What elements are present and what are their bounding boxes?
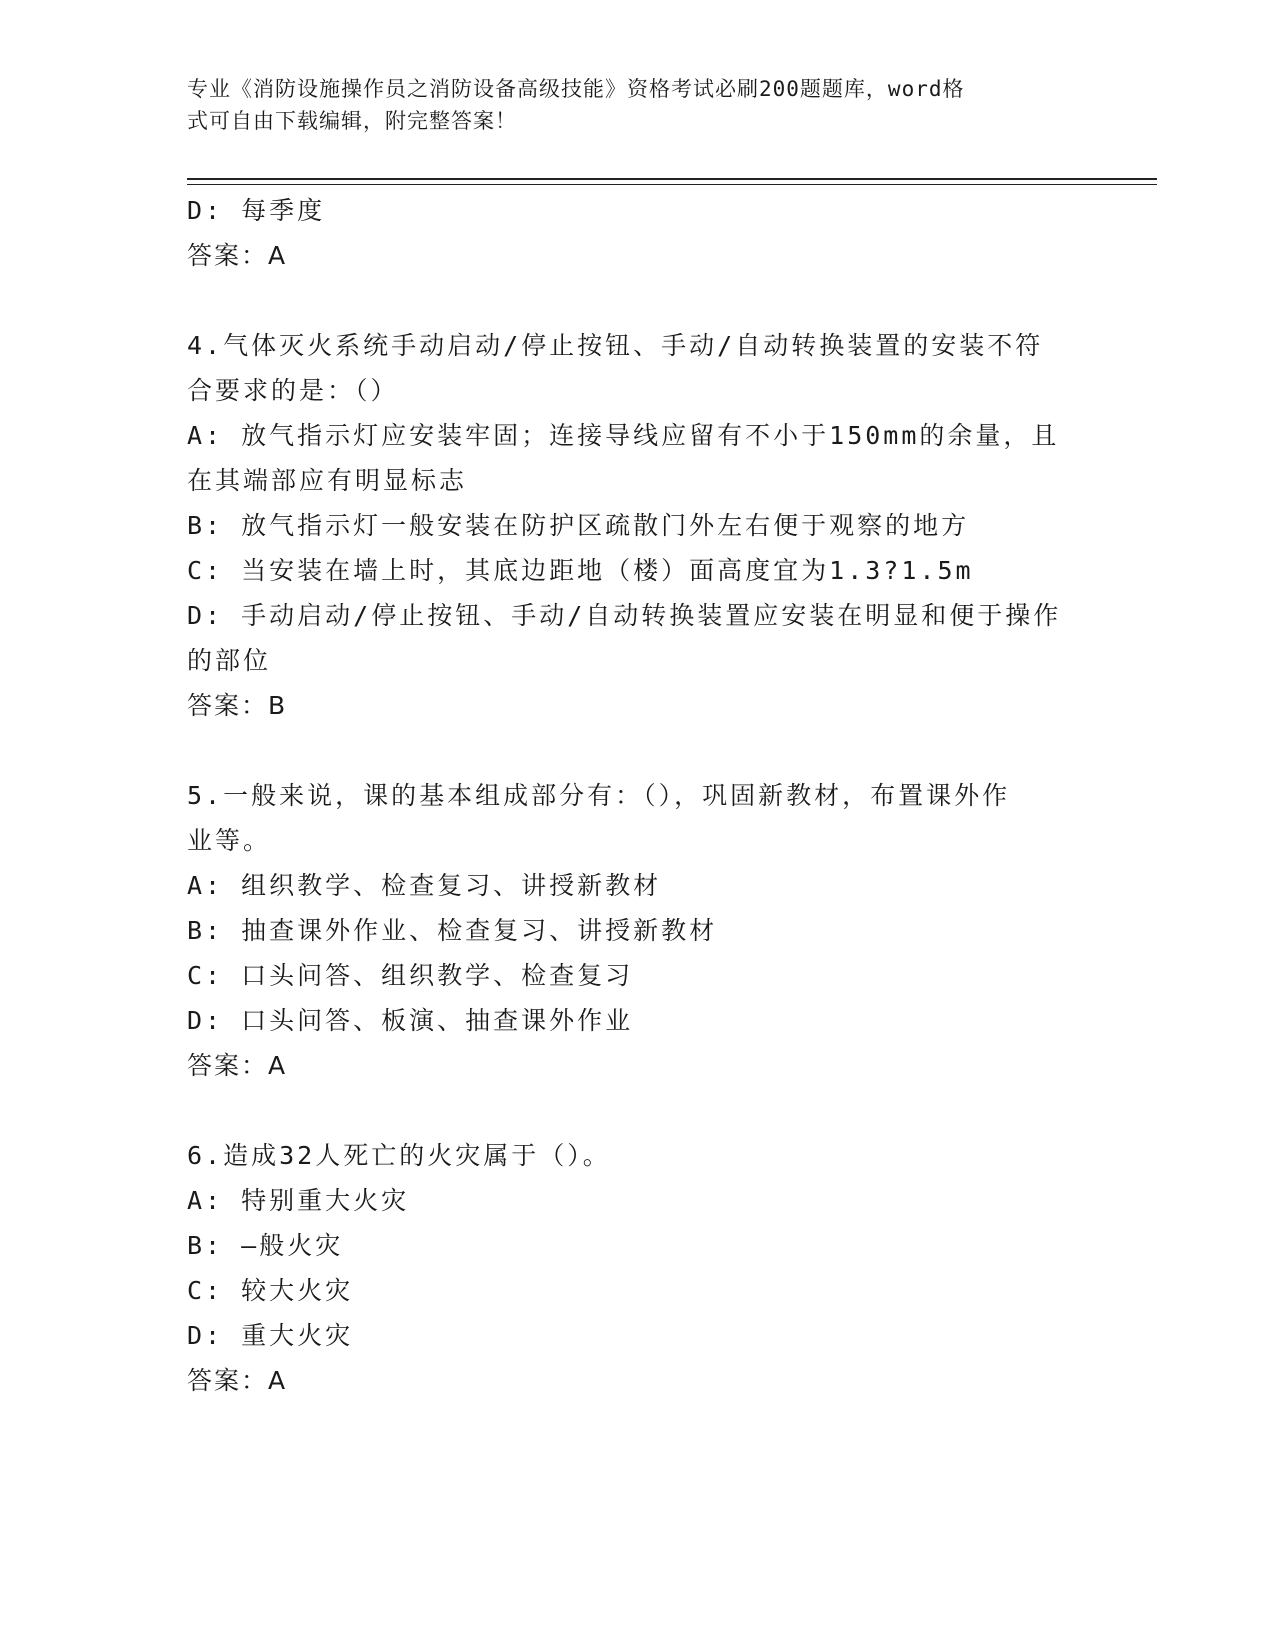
question-content	[187, 188, 1087, 1403]
question-stem-line: 合要求的是：（）	[187, 376, 399, 405]
question-stem-line: 业等。	[187, 826, 272, 855]
option-b: B: 放气指示灯一般安装在防护区疏散门外左右便于观察的地方	[187, 511, 970, 540]
previous-question-tail	[187, 188, 1087, 278]
option-a: A: 放气指示灯应安装牢固；连接导线应留有不小于150mm的余量，且	[187, 421, 1060, 450]
answer-label: 答案：A	[187, 1366, 288, 1395]
question-5	[187, 773, 1087, 1088]
option-a: A: 组织教学、检查复习、讲授新教材	[187, 871, 662, 900]
option-d: D: 口头问答、板演、抽查课外作业	[187, 1006, 634, 1035]
question-stem-line: 4.气体灭火系统手动启动/停止按钮、手动/自动转换装置的安装不符	[187, 331, 1044, 360]
option-d: D: 每季度	[187, 196, 326, 225]
answer-label: 答案：A	[187, 241, 288, 270]
answer-label: 答案：A	[187, 1051, 288, 1080]
answer-label: 答案：B	[187, 691, 288, 720]
question-stem-line: 5.一般来说，课的基本组成部分有：（），巩固新教材，布置课外作	[187, 781, 1011, 810]
question-6	[187, 1133, 1087, 1403]
header-title-line-2: 式可自由下载编辑，附完整答案！	[187, 109, 517, 133]
option-b: B: 抽查课外作业、检查复习、讲授新教材	[187, 916, 718, 945]
option-d-continued: 的部位	[187, 646, 272, 675]
option-c: C: 当安装在墙上时，其底边距地（楼）面高度宜为1.3?1.5m	[187, 556, 974, 585]
header-divider-thick	[187, 178, 1157, 180]
option-d: D: 手动启动/停止按钮、手动/自动转换装置应安装在明显和便于操作	[187, 601, 1062, 630]
option-c: C: 较大火灾	[187, 1276, 354, 1305]
option-b: B: —般火灾	[187, 1231, 344, 1260]
header-title-line-1: 专业《消防设施操作员之消防设备高级技能》资格考试必刷200题题库，word格	[187, 77, 965, 101]
header-divider-thin	[187, 184, 1157, 185]
option-c: C: 口头问答、组织教学、检查复习	[187, 961, 634, 990]
option-a: A: 特别重大火灾	[187, 1186, 410, 1215]
page-header	[187, 73, 1087, 137]
option-a-continued: 在其端部应有明显标志	[187, 466, 468, 495]
question-4	[187, 323, 1087, 728]
question-stem-line: 6.造成32人死亡的火灾属于（）。	[187, 1141, 611, 1170]
option-d: D: 重大火灾	[187, 1321, 354, 1350]
